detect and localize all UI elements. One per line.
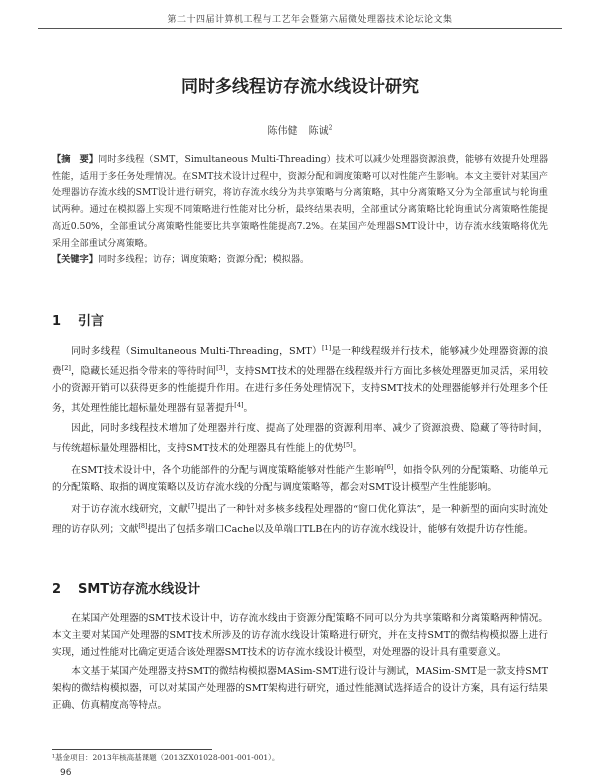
abstract-block — [52, 152, 548, 269]
section-heading — [52, 310, 104, 329]
citation: [3] — [216, 364, 226, 373]
footnote: ¹基金项目：2013年核高基课题（2013ZX01028-001-001-001）。 — [52, 753, 280, 762]
footnote-rule — [52, 749, 212, 750]
body-paragraph: 在SMT技术设计中，各个功能部件的分配与调度策略能够对性能产生影响[6]，如指令队列的分配策略、功能单元的分配策略、取指的调度策略以及访存流水线的分配与调度策略等，都会对SMT设计模型产生性能影响。 — [52, 462, 548, 493]
running-head: 第二十四届计算机工程与工艺年会暨第六届微处理器技术论坛论文集 — [167, 15, 453, 25]
section-number: 1 — [52, 314, 62, 329]
abstract-paragraph — [52, 152, 548, 252]
section-heading — [52, 578, 200, 597]
abstract-text: 同时多线程（SMT，Simultaneous Multi-Threading）技术可以减少处理器资源浪费，能够有效提升处理器性能，适用于多任务处理情况。在SMT技术设计过程中，资源分配和调度策略可以对性能产生影响。本文主要针对某国产处理器访存流水线的SMT设计进行研究，将访存流水线分为共享策略与分离策略，其中分离策略又分为全部重试与轮询重试两种。通过在模拟器上实现不同策略进行性能对比分析，最终结果表明，全部重试分离策略比轮询重试分离策略性能提高近0.50%，全部重试分离策略性能要比共享策略性能提高7.2%。在某国产处理器SMT设计中，访存流水线策略将优先采用全部重试分离策略。 — [52, 154, 549, 249]
paper-title: 同时多线程访存流水线设计研究 — [181, 77, 419, 97]
citation: [2] — [61, 364, 71, 373]
page-number: 96 — [60, 768, 72, 778]
citation: [7] — [188, 501, 198, 510]
citation: [4] — [234, 401, 244, 410]
citation: [1] — [321, 344, 332, 352]
citation: [6] — [384, 462, 394, 471]
header-rule — [38, 28, 562, 29]
author-line — [0, 122, 600, 137]
author-name: 陈伟健 — [267, 126, 298, 137]
section-1-body — [52, 340, 548, 540]
abstract-label: 【摘 要】 — [52, 154, 99, 165]
section-title: SMT访存流水线设计 — [78, 582, 201, 597]
author-name: 陈诚$^2$ — [308, 124, 333, 137]
keywords-text: 同时多线程；访存；调度策略；资源分配；模拟器。 — [97, 254, 310, 266]
body-paragraph: 同时多线程（Simultaneous Multi-Threading，SMT）[1]是一种线程级并行技术，能够减少处理器资源的浪费[2]，隐藏长延迟指令带来的等待时间[3]，支持SMT技术的处理器在线程级并行方面比多核处理器更加灵活，采用较小的资源开销可以获得更多的性能提升作用。在进行多任务处理情况下，支持SMT技术的处理器能够并行处理多个任务，其处理性能比超标量处理器有显著提升[4]。 — [52, 344, 549, 415]
keywords-line — [52, 252, 548, 269]
section-title: 引言 — [78, 314, 105, 329]
citation: [8] — [138, 522, 148, 531]
keywords-label: 【关键字】 — [52, 254, 98, 266]
body-paragraph: 对于访存流水线研究，文献[7]提出了一种针对多核多线程处理器的“窗口优化算法”，是一种新型的面向实时流处理的访存队列；文献[8]提出了包括多端口Cache以及单端口TLB在内的访存流水线设计，能够有效提升访存性能。 — [52, 501, 548, 536]
section-number: 2 — [52, 582, 62, 597]
affiliation-mark: 2 — [328, 124, 333, 132]
body-paragraph: 因此，同时多线程技术增加了处理器并行度、提高了处理器的资源利用率、减少了资源浪费、隐藏了等待时间，与传统超标量处理器相比，支持SMT技术的处理器具有性能上的优势[5]。 — [52, 422, 548, 454]
body-paragraph: 在某国产处理器的SMT技术设计中，访存流水线由于资源分配策略不同可以分为共享策略和分离策略两种情况。本文主要对某国产处理器的SMT技术所涉及的访存流水线设计策略进行研究，并在支持SMT的微结构模拟器上进行实现，通过性能对比确定更适合该处理器SMT技术的访存流水线设计模型，对处理器的设计具有重要意义。 — [52, 613, 548, 658]
citation: [5] — [343, 440, 353, 449]
body-paragraph: 本文基于某国产处理器支持SMT的微结构模拟器MASim-SMT进行设计与测试，MASim-SMT是一款支持SMT架构的微结构模拟器，可以对某国产处理器的SMT架构进行研究，通过性能测试选择适合的设计方案，具有运行结果正确、仿真精度高等特点。 — [52, 666, 548, 711]
section-2-body — [52, 610, 548, 716]
